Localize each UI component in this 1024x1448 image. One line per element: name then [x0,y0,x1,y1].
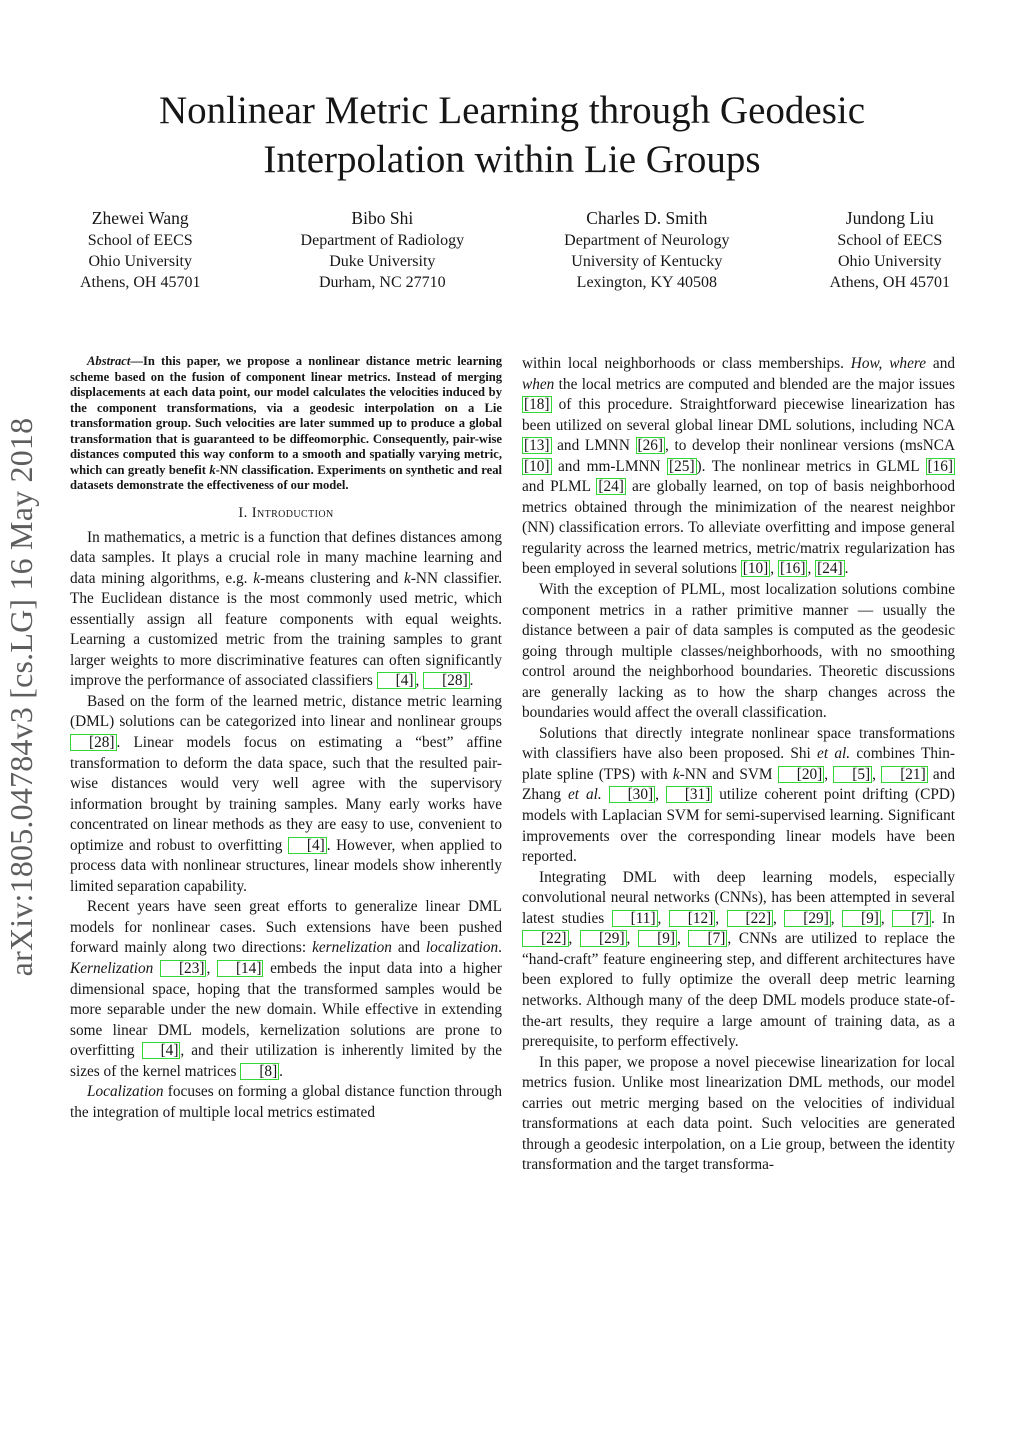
citation-link[interactable]: [8] [240,1063,279,1080]
citation-link[interactable]: [21] [881,766,928,783]
citation-link[interactable]: [24] [817,560,843,578]
citation-link[interactable]: [30] [609,786,656,803]
right-column [522,354,955,1176]
text: embeds the input data into a higher dimensional space, hoping that the transformed samples would be more separable under the new domain. While effective in extending some linear DML models, kernelization solutions are prone to overfitting [70,959,502,1060]
paper-title: Nonlinear Metric Learning through Geodesic Interpolation within Lie Groups [158,89,866,181]
text: are globally learned, on top of basis neighborhood metrics obtained through the minimization of the nearest neighbor (NN) classification errors. To alleviate overfitting and impose general regularity across the learned metrics, metric/matrix regularization has been employed in several solutions [522,478,956,578]
citation-link[interactable]: [23] [160,960,207,977]
text: combines Thin-plate spline (TPS) with [522,745,955,783]
paragraph [70,897,502,1082]
author-name: Charles D. Smith [586,208,708,228]
left-column [70,354,502,1123]
text: focuses on forming a global distance function through the integration of multiple local metrics estimated [70,1083,502,1121]
author-organization: University of Kentucky [571,253,723,270]
section-title: Introduction [251,504,334,521]
text: k [253,569,261,587]
citation-link[interactable]: [16] [779,560,806,578]
author-location: Durham, NC 27710 [318,274,446,291]
text: , [655,786,666,804]
citation-link[interactable]: [12] [669,910,716,927]
text: Solutions that directly integrate nonlinear space transformations with classifiers have also been proposed. Shi [522,724,955,763]
citation-link[interactable]: [7] [892,910,931,927]
citation-link[interactable]: [10] [742,560,769,578]
citation-link[interactable]: [4] [377,672,416,689]
abstract-k: k [209,462,216,477]
paragraph [522,354,955,580]
text: , [568,930,581,948]
author-organization: Duke University [329,253,436,270]
citation-link[interactable]: [11] [612,910,658,927]
author-affiliation: Department of Neurology [564,232,730,249]
author-name: Zhewei Wang [91,208,189,228]
citation-link[interactable]: [9] [842,910,881,927]
citation-link[interactable]: [26] [637,437,664,455]
author-name: Jundong Liu [845,208,934,228]
text: Localization [87,1083,164,1101]
citation-link[interactable]: [4] [142,1042,181,1059]
text: ). The nonlinear metrics in GLML [696,457,926,475]
author-2 [301,206,465,293]
arxiv-identifier: arXiv:1805.04784v3 [cs.LG] 16 May 2018 [3,417,39,977]
text: Recent years have seen great efforts to generalize linear DML models for nonlinear cases. Such extensions have been pushed forward mainly along two directions: [70,898,502,957]
text: -NN classifier. The Euclidean distance is the most commonly used metric, which essentially assign all feature components with equal weights. Learning a customized metric from the training samples to grant larger weights to more discriminative features can often significantly improve the performance of associated classifiers [70,569,502,690]
text: , CNNs are utilized to replace the “hand-craft” feature engineering step, and different architectures have been explored to fully optimize the overall deep metric learning networks. Although many of the deep DML models produce state-of-the-art results, they require a large amount of training data, as a prerequisite, to perform effectively. [522,930,955,1051]
text: Integrating DML with deep learning models, especially convolutional neural networks (CNNs), has been attempted in several latest studies [522,868,955,927]
text: , [872,765,882,783]
abstract [70,354,502,494]
text: kernelization [312,939,392,957]
citation-link[interactable]: [28] [423,672,470,689]
text: . However, when applied to process data with nonlinear structures, linear models show inherently limited separation capability. [70,836,502,895]
text: , [715,909,727,927]
text: and [391,939,426,957]
text: . [844,560,849,578]
text: . [279,1062,283,1080]
text: , [830,909,843,927]
author-3 [564,206,729,293]
citation-link[interactable]: [22] [522,930,569,947]
text: In mathematics, a metric is a function that defines distances among data samples. It plays a crucial role in many machine learning and data mining algorithms, e.g. [70,528,502,587]
paragraph [70,1082,502,1123]
author-affiliation: School of EECS [87,232,193,249]
text: and mm-LMNN [551,457,668,475]
text: , [807,560,816,578]
text: , [626,930,639,948]
text: when [522,375,555,393]
section-number: I. [238,504,248,521]
text: , [206,959,217,977]
text: . In [930,909,955,927]
text: , [415,672,424,690]
author-organization: Ohio University [88,253,192,270]
text: et al. [817,745,851,763]
text: , [773,909,785,927]
citation-link[interactable]: [7] [688,930,727,947]
text: . [498,939,502,957]
text: , [676,930,689,948]
text: , [880,909,893,927]
paragraph [522,1053,955,1176]
text: Kernelization [70,959,154,977]
text: within local neighborhoods or class memberships. [522,355,851,372]
citation-link[interactable]: [25] [669,457,695,475]
paragraph [70,692,502,897]
text: and [926,355,955,372]
citation-link[interactable]: [16] [927,457,953,475]
text: , to develop their nonlinear versions (msNCA [665,437,955,455]
text: -NN and SVM [679,765,778,783]
citation-link[interactable]: [29] [784,910,831,927]
author-block [80,206,950,293]
abstract-label: Abstract [87,354,131,368]
abstract-text: -NN classification. Experiments on synthetic and real datasets demonstrate the effectiveness of our model. [70,462,502,492]
text: , and their utilization is inherently limited by the sizes of the kernel matrices [70,1042,502,1080]
text: localization [425,939,499,957]
citation-link[interactable]: [24] [598,478,624,496]
text [602,786,609,803]
author-name: Bibo Shi [351,208,414,228]
text [153,960,160,977]
author-affiliation: Department of Radiology [300,232,465,249]
text: k [404,569,411,587]
text: of this procedure. Straightforward piecewise linearization has been utilized on several global linear DML solutions, including NCA [522,396,955,434]
text: . [469,672,474,690]
citation-link[interactable]: [4] [288,837,327,854]
text: -means clustering and [260,569,405,587]
text: the local metrics are computed and blended are the major issues [554,375,955,393]
text: and LMNN [551,437,636,455]
arxiv-sidebar [0,0,42,1448]
text: , [770,560,778,578]
citation-link[interactable]: [28] [70,734,117,751]
text: et al. [568,786,602,804]
citation-link[interactable]: [20] [778,766,825,783]
text: and Zhang [522,765,955,804]
citation-link[interactable]: [18] [524,396,550,414]
text: k [672,765,680,783]
citation-link[interactable]: [31] [666,786,713,803]
citation-link[interactable]: [5] [833,766,872,783]
paragraph [522,868,955,1053]
author-location: Athens, OH 45701 [829,274,950,291]
citation-link[interactable]: [9] [638,930,677,947]
text: In this paper, we propose a novel piecewise linearization for local metrics fusion. Unlike most linearization DML methods, our model carries out metric merging based on the velocities of individual transformations at each data point. Such velocities are generated through a geodesic interpolation, on a Lie group, between the identity transformation and the target transforma- [522,1053,955,1174]
text: , [824,765,834,783]
text: and PLML [522,478,597,496]
citation-link[interactable]: [13] [524,437,550,455]
citation-link[interactable]: [22] [727,910,774,927]
citation-link[interactable]: [29] [580,930,627,947]
text: How, where [850,355,927,372]
author-location: Athens, OH 45701 [80,274,201,291]
abstract-text: —In this paper, we propose a nonlinear distance metric learning scheme based on the fusion of component linear metrics. Instead of merging displacements at each data point, our model calculates the velocities induced by the component transformations, via a geodesic interpolation on a Lie transformation group. Such velocities are later summed up to produce a global transformation that is guaranteed to be diffeomorphic. Consequently, pair-wise distances computed this way conform to a smooth and spatially varying metric, which can greatly benefit [70,354,502,477]
paragraph [522,724,955,868]
author-4 [830,206,950,293]
author-affiliation: School of EECS [837,232,943,249]
citation-link[interactable]: [10] [524,457,550,475]
text: utilize coherent point drifting (CPD) models with Laplacian SVM for semi-supervised learning. Significant improvements over the corresponding linear models have been reported. [522,786,956,866]
text: Based on the form of the learned metric, distance metric learning (DML) solutions can be categorized into linear and nonlinear groups [70,692,502,731]
author-organization: Ohio University [838,253,942,270]
text: With the exception of PLML, most localization solutions combine component metrics in a rather primitive manner — usually the distance between a pair of data samples is computed as the geodesic going through multiple classes/neighborhoods, with no smoothing control around the neighborhood boundaries. Theoretic discussions are generally lacking as to how the sharp changes across the boundaries would affect the overall classification. [522,581,955,722]
text: . Linear models focus on estimating a “best” affine transformation to deform the data space, such that the resulted pair-wise distances would very well agree with the supervisory information brought by training samples. Many early works have concentrated on linear methods as they are easy to use, convenient to optimize and robust to overfitting [70,733,502,854]
citation-link[interactable]: [14] [217,960,264,977]
paragraph [522,580,955,724]
author-1 [80,206,200,293]
paragraph [70,528,502,692]
section-heading [70,503,502,523]
text: , [657,909,669,927]
author-location: Lexington, KY 40508 [576,274,717,291]
